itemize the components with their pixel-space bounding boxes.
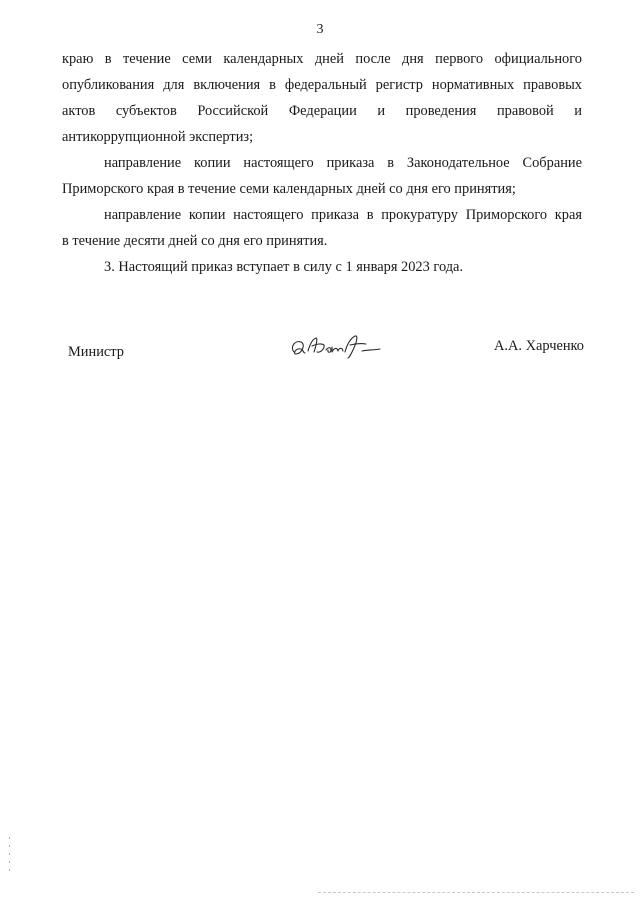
text-line: актов субъектов Российской Федерации и проведения правовой и <box>62 103 582 119</box>
text-line: 3. Настоящий приказ вступает в силу с 1 января 2023 года. <box>104 259 464 275</box>
document-body <box>62 46 582 280</box>
text-line: Приморского края в течение семи календарных дней со дня его принятия; <box>62 181 516 197</box>
scan-artifact-marks <box>8 835 12 875</box>
text-line: краю в течение семи календарных дней после дня первого официального <box>62 51 582 67</box>
scan-edge-line <box>318 892 634 894</box>
signature-block <box>68 338 584 368</box>
signatory-name: А.А. Харченко <box>494 338 584 354</box>
text-line: в течение десяти дней со дня его принятия. <box>62 233 328 249</box>
text-line: опубликования для включения в федеральный регистр нормативных правовых <box>62 77 582 93</box>
page-number: 3 <box>316 22 324 37</box>
text-line: направление копии настоящего приказа в Законодательное Собрание <box>104 155 582 171</box>
text-line: направление копии настоящего приказа в прокуратуру Приморского края <box>104 207 582 223</box>
handwritten-signature <box>288 330 384 364</box>
text-line: антикоррупционной экспертиз; <box>62 129 254 145</box>
signatory-title: Министр <box>68 344 124 360</box>
